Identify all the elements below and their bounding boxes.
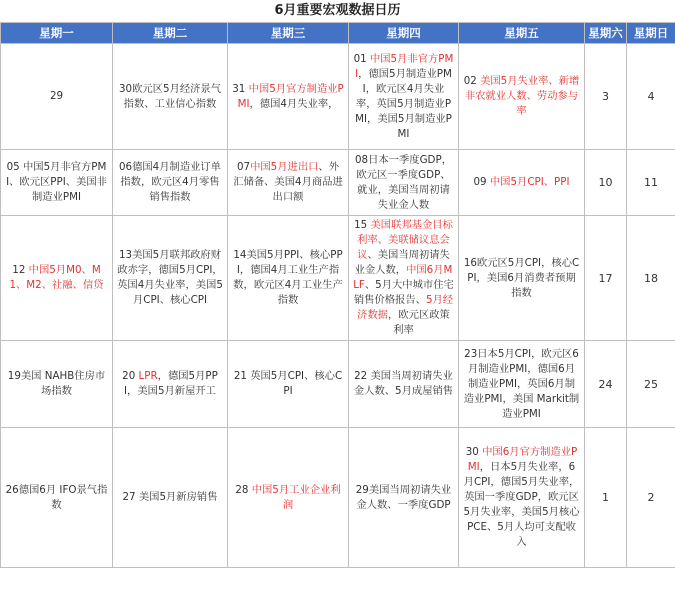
day-cell: [113, 150, 228, 216]
day-cell: [585, 428, 627, 568]
event-text: 13美国5月联邦政府财政赤字，德国5月CPI，英国4月失业率，美国5月CPI、核心CPI: [117, 249, 223, 306]
day-cell: [627, 428, 675, 568]
event-text: ，日本5月失业率，6月CPI，德国5月失业率，英国一季度GDP，欧元区5月失业率，美国5月核心PCE、5月人均可支配收入: [463, 461, 580, 548]
highlight-text: 中国6月官方制造业PMI: [467, 446, 578, 473]
header-monday: 星期一: [1, 23, 113, 44]
day-cell: [349, 44, 459, 150]
day-cell: [228, 216, 349, 341]
day-cell: [585, 216, 627, 341]
day-cell: [349, 341, 459, 428]
day-cell: [1, 216, 113, 341]
event-text: 、外汇储备、美国4月商品进出口额: [233, 161, 343, 203]
day-cell: [459, 341, 585, 428]
day-cell: [113, 341, 228, 428]
calendar-table: [0, 22, 675, 568]
event-text: 01: [353, 52, 370, 65]
highlight-text: 中国5月非官方PMI: [355, 52, 454, 80]
event-text: 19美国 NAHB住房市场指数: [7, 370, 106, 397]
event-text: 、美国当周初请失业金人数，: [354, 249, 450, 276]
day-cell: [1, 428, 113, 568]
day-cell: [459, 216, 585, 341]
event-text: ，欧元区政策利率: [388, 309, 450, 336]
event-text: 23日本5月CPI，欧元区6月制造业PMI，德国6月制造业PMI，英国6月制造业PMI，美国 Markit制造业PMI: [463, 347, 580, 420]
header-wednesday: 星期三: [228, 23, 349, 44]
event-text: 27 美国5月新房销售: [122, 491, 218, 503]
header-row: [1, 23, 675, 44]
day-cell: [349, 216, 459, 341]
day-cell: [228, 341, 349, 428]
event-text: 31: [232, 82, 249, 95]
header-sunday: 星期日: [627, 23, 675, 44]
highlight-text: 中国5月M0、M1、M2、社融、信贷: [9, 264, 104, 291]
day-cell: [349, 150, 459, 216]
day-cell: [627, 44, 675, 150]
highlight-text: 美国5月失业率、新增非农就业人数、劳动参与率: [464, 75, 580, 117]
week-row: [1, 341, 675, 428]
highlight-text: 中国6月MLF: [353, 264, 453, 291]
highlight-text: 美国联邦基金目标利率、美联储议息会议: [357, 219, 453, 261]
event-text: 09: [473, 176, 490, 188]
day-cell: [585, 150, 627, 216]
day-cell: [113, 216, 228, 341]
highlight-text: 5月经济数据: [357, 294, 454, 321]
event-text: 16欧元区5月CPI，核心CPI，美国6月消费者预期指数: [463, 256, 580, 299]
header-tuesday: 星期二: [113, 23, 228, 44]
day-cell: [1, 341, 113, 428]
day-cell: [349, 428, 459, 568]
highlight-text: 中国5月工业企业利润: [251, 483, 341, 511]
event-text: 15: [354, 219, 371, 231]
event-text: 05 中国5月非官方PMI、欧元区PPI、美国非制造业PMI: [6, 161, 107, 203]
week-row: [1, 150, 675, 216]
day-cell: [627, 341, 675, 428]
highlight-text: LPR: [138, 370, 158, 382]
event-text: 、5月大中城市住宅销售价格报告、: [353, 279, 454, 306]
event-text: 10: [598, 176, 613, 189]
event-text: 02: [463, 75, 481, 87]
day-cell: [585, 44, 627, 150]
event-text: 22 美国当周初请失业金人数、5月成屋销售: [353, 370, 454, 397]
event-text: 11: [644, 176, 658, 189]
header-saturday: 星期六: [585, 23, 627, 44]
event-text: ，德国5月制造业PMI，欧元区4月失业率，英国5月制造业PMI，美国5月制造业PMI: [355, 67, 452, 140]
highlight-text: 中国5月CPI、PPI: [489, 176, 570, 188]
event-text: 30欧元区5月经济景气指数、工业信心指数: [118, 82, 222, 110]
event-text: 18: [644, 271, 658, 285]
event-text: 08日本一季度GDP，欧元区一季度GDP、就业，美国当周初请失业金人数: [354, 153, 452, 211]
event-text: 20: [122, 370, 139, 382]
day-cell: [113, 44, 228, 150]
event-text: 3: [602, 90, 609, 103]
day-cell: [228, 44, 349, 150]
day-cell: [459, 428, 585, 568]
event-text: 24: [598, 377, 613, 391]
event-text: 25: [644, 377, 658, 391]
event-text: 29美国当周初请失业金人数、一季度GDP: [355, 483, 452, 511]
week-row: [1, 44, 675, 150]
day-cell: [627, 150, 675, 216]
event-text: 2: [647, 491, 655, 504]
day-cell: [627, 216, 675, 341]
day-cell: [459, 150, 585, 216]
day-cell: [459, 44, 585, 150]
highlight-text: 中国5月进出口: [250, 161, 319, 173]
day-cell: [228, 428, 349, 568]
day-cell: [113, 428, 228, 568]
event-text: 14美国5月PPI、核心PPI，德国4月工业生产指数，欧元区4月工业生产指数: [233, 249, 343, 306]
event-text: 07: [236, 161, 251, 173]
day-cell: [1, 150, 113, 216]
event-text: 17: [598, 271, 613, 285]
day-cell: [228, 150, 349, 216]
day-cell: [585, 341, 627, 428]
event-text: 12: [12, 264, 29, 276]
event-text: 26德国6月 IFO景气指数: [5, 483, 108, 511]
week-row: [1, 428, 675, 568]
header-thursday: 星期四: [349, 23, 459, 44]
event-text: 1: [602, 491, 609, 504]
event-text: 28: [235, 483, 252, 496]
day-cell: [1, 44, 113, 150]
event-text: ，德国4月失业率，: [249, 97, 339, 110]
event-text: 21 英国5月CPI、核心CPI: [233, 370, 343, 397]
week-row: [1, 216, 675, 341]
event-text: 4: [647, 90, 655, 103]
event-text: ，德国5月PPI，美国5月新屋开工: [124, 370, 218, 397]
highlight-text: 中国5月官方制造业PMI: [237, 82, 344, 110]
header-friday: 星期五: [459, 23, 585, 44]
event-text: 29: [49, 90, 64, 102]
event-text: 30: [465, 446, 483, 458]
page-title: 6月重要宏观数据日历: [274, 3, 401, 18]
event-text: 06德国4月制造业订单指数，欧元区4月零售销售指数: [118, 161, 222, 203]
